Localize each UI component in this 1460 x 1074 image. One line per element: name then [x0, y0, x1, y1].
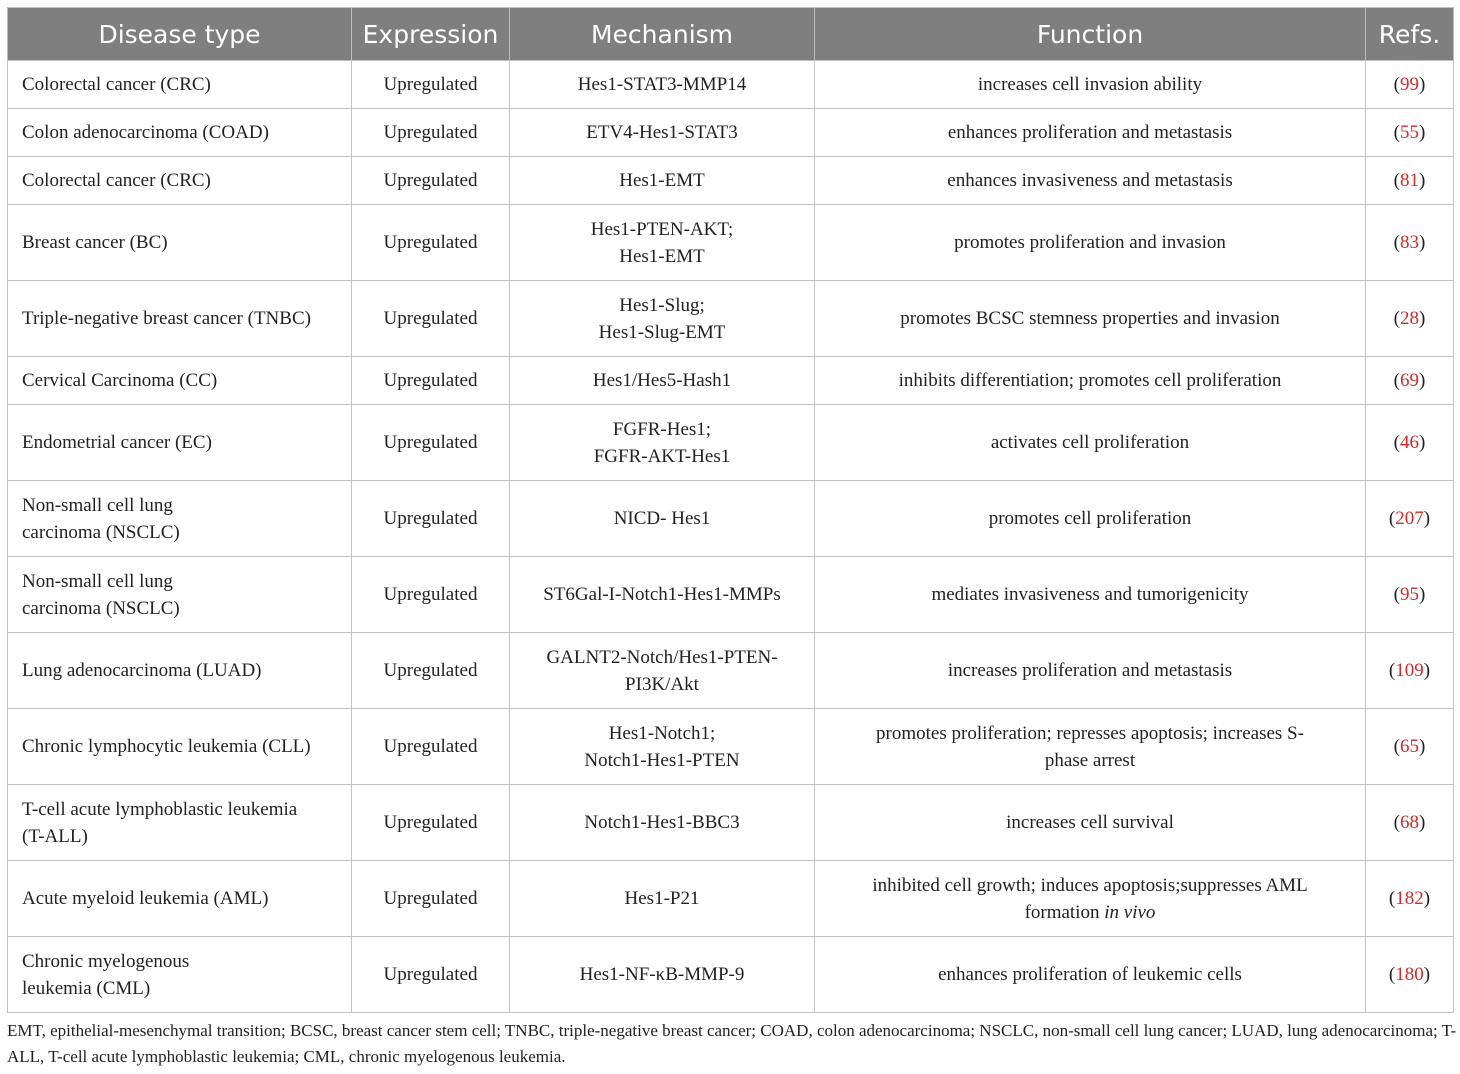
table-row: [8, 61, 1454, 109]
refs-cell: [1366, 937, 1454, 1013]
mechanism-cell-line: Hes1-P21: [624, 888, 700, 909]
mechanism-cell: [510, 709, 815, 785]
header-refs: Refs.: [1366, 8, 1454, 61]
disease-cell: [8, 785, 352, 861]
function-cell-line: increases cell invasion ability: [977, 74, 1203, 95]
mechanism-cell: [510, 405, 815, 481]
mechanism-cell-line: ETV4-Hes1-STAT3: [586, 122, 738, 143]
mechanism-cell: [510, 633, 815, 709]
disease-cell-line: Endometrial cancer (EC): [22, 432, 212, 453]
function-cell: [815, 61, 1366, 109]
function-cell-line: enhances proliferation and metastasis: [947, 122, 1233, 143]
mechanism-cell-line: Hes1-STAT3-MMP14: [577, 74, 747, 95]
ref-link[interactable]: 55: [1400, 122, 1419, 143]
refs-cell: [1366, 481, 1454, 557]
ref-close-paren: ): [1419, 308, 1426, 329]
table-row: [8, 481, 1454, 557]
refs-cell: [1366, 281, 1454, 357]
data-table: [7, 7, 1454, 1013]
ref-close-paren: ): [1423, 888, 1431, 909]
disease-cell: [8, 61, 352, 109]
refs-cell: [1366, 633, 1454, 709]
ref-link[interactable]: 81: [1400, 170, 1419, 191]
mechanism-cell-line: FGFR-AKT-Hes1: [593, 445, 731, 467]
disease-cell: [8, 481, 352, 557]
ref-link[interactable]: 182: [1395, 888, 1424, 909]
italic-term: in vivo: [1104, 901, 1156, 923]
disease-cell-line: Lung adenocarcinoma (LUAD): [22, 660, 262, 681]
ref-open-paren: (: [1393, 584, 1400, 605]
function-cell: [815, 205, 1366, 281]
mechanism-cell: [510, 481, 815, 557]
disease-cell: [8, 557, 352, 633]
ref-open-paren: (: [1388, 508, 1396, 529]
disease-cell: [8, 157, 352, 205]
table-row: [8, 785, 1454, 861]
ref-link[interactable]: 95: [1400, 584, 1419, 605]
disease-cell-line: carcinoma (NSCLC): [22, 597, 180, 619]
disease-cell-line: Chronic lymphocytic leukemia (CLL): [22, 736, 311, 757]
ref-open-paren: (: [1393, 122, 1400, 143]
mechanism-cell-line: Hes1-Slug;: [619, 294, 705, 316]
ref-link[interactable]: 68: [1400, 812, 1419, 833]
table-row: [8, 633, 1454, 709]
table-row: [8, 405, 1454, 481]
ref-close-paren: ): [1419, 736, 1426, 757]
function-cell: [815, 109, 1366, 157]
ref-close-paren: ): [1419, 370, 1426, 391]
function-cell: [815, 709, 1366, 785]
disease-cell-line: Colorectal cancer (CRC): [22, 170, 211, 191]
header-expression: Expression: [352, 8, 510, 61]
function-cell-line: phase arrest: [1044, 749, 1136, 771]
ref-open-paren: (: [1393, 812, 1400, 833]
function-cell-line: promotes proliferation and invasion: [954, 232, 1226, 253]
disease-cell-line: Cervical Carcinoma (CC): [22, 370, 218, 391]
function-cell-line: increases cell survival: [1006, 812, 1174, 833]
disease-cell-line: T-cell acute lymphoblastic leukemia: [22, 798, 298, 820]
function-cell-line: activates cell proliferation: [990, 432, 1190, 453]
table-row: [8, 709, 1454, 785]
refs-cell: [1366, 861, 1454, 937]
mechanism-cell: [510, 157, 815, 205]
disease-cell: [8, 109, 352, 157]
expression-cell: Upregulated: [352, 109, 510, 157]
expression-cell: Upregulated: [352, 205, 510, 281]
disease-cell-line: leukemia (CML): [22, 977, 151, 999]
mechanism-cell: [510, 61, 815, 109]
mechanism-cell-line: Notch1-Hes1-PTEN: [584, 749, 740, 771]
disease-cell: [8, 405, 352, 481]
ref-close-paren: ): [1419, 812, 1426, 833]
table-row: [8, 937, 1454, 1013]
disease-cell: [8, 633, 352, 709]
mechanism-cell: [510, 281, 815, 357]
mechanism-cell: [510, 861, 815, 937]
disease-cell-line: Non-small cell lung: [22, 570, 173, 592]
disease-cell-line: (T-ALL): [22, 825, 88, 847]
ref-open-paren: (: [1393, 74, 1400, 95]
ref-open-paren: (: [1393, 370, 1400, 391]
ref-open-paren: (: [1388, 888, 1396, 909]
refs-cell: [1366, 405, 1454, 481]
ref-close-paren: ): [1419, 170, 1426, 191]
ref-open-paren: (: [1388, 964, 1396, 985]
function-cell-line: promotes cell proliferation: [988, 508, 1192, 529]
function-cell: [815, 481, 1366, 557]
header-function: Function: [815, 8, 1366, 61]
expression-cell: Upregulated: [352, 405, 510, 481]
mechanism-cell: [510, 205, 815, 281]
disease-cell: [8, 937, 352, 1013]
function-cell-line: mediates invasiveness and tumorigenicity: [931, 584, 1249, 605]
ref-open-paren: (: [1393, 308, 1400, 329]
disease-cell: [8, 861, 352, 937]
mechanism-cell-line: Hes1-Slug-EMT: [598, 321, 726, 343]
mechanism-cell-line: Hes1-EMT: [619, 170, 705, 191]
ref-close-paren: ): [1419, 74, 1426, 95]
ref-link[interactable]: 69: [1400, 370, 1419, 391]
ref-open-paren: (: [1393, 432, 1400, 453]
function-cell-line: enhances invasiveness and metastasis: [947, 170, 1233, 191]
ref-close-paren: ): [1419, 584, 1426, 605]
mechanism-cell-line: FGFR-Hes1;: [612, 418, 712, 440]
table-header-row: [8, 8, 1454, 61]
disease-cell-line: Colon adenocarcinoma (COAD): [22, 122, 269, 143]
disease-cell-line: carcinoma (NSCLC): [22, 521, 180, 543]
mechanism-cell: [510, 785, 815, 861]
ref-link[interactable]: 83: [1400, 232, 1419, 253]
ref-link[interactable]: 99: [1400, 74, 1419, 95]
ref-link[interactable]: 28: [1400, 308, 1419, 329]
ref-link[interactable]: 207: [1395, 508, 1424, 529]
function-cell: [815, 157, 1366, 205]
disease-cell: [8, 281, 352, 357]
ref-close-paren: ): [1423, 508, 1431, 529]
function-cell: [815, 937, 1366, 1013]
function-cell-line: promotes proliferation; represses apoptosis; increases S-: [876, 722, 1304, 744]
function-cell-line: inhibited cell growth; induces apoptosis;suppresses AML: [872, 874, 1308, 896]
ref-link[interactable]: 180: [1395, 964, 1424, 985]
expression-cell: Upregulated: [352, 861, 510, 937]
mechanism-cell-line: Hes1-Notch1;: [608, 722, 716, 744]
mechanism-cell-line: PI3K/Akt: [625, 673, 699, 695]
function-cell-line: formation in vivo: [1024, 901, 1156, 923]
table-row: [8, 281, 1454, 357]
expression-cell: Upregulated: [352, 785, 510, 861]
ref-open-paren: (: [1393, 736, 1400, 757]
refs-cell: [1366, 205, 1454, 281]
refs-cell: [1366, 709, 1454, 785]
refs-cell: [1366, 557, 1454, 633]
table-row: [8, 157, 1454, 205]
disease-cell-line: Chronic myelogenous: [22, 950, 190, 972]
function-cell-line: promotes BCSC stemness properties and invasion: [900, 308, 1280, 329]
ref-open-paren: (: [1388, 660, 1396, 681]
function-cell: [815, 281, 1366, 357]
function-cell-line: enhances proliferation of leukemic cells: [938, 964, 1242, 985]
ref-open-paren: (: [1393, 170, 1400, 191]
data-table-container: [7, 7, 1453, 1013]
table-row: [8, 557, 1454, 633]
refs-cell: [1366, 61, 1454, 109]
mechanism-cell: [510, 109, 815, 157]
disease-cell-line: Non-small cell lung: [22, 494, 173, 516]
mechanism-cell-line: Notch1-Hes1-BBC3: [584, 812, 740, 833]
function-cell: [815, 357, 1366, 405]
disease-cell-line: Triple-negative breast cancer (TNBC): [22, 308, 311, 329]
ref-close-paren: ): [1419, 232, 1426, 253]
disease-cell-line: Breast cancer (BC): [22, 232, 168, 253]
mechanism-cell: [510, 357, 815, 405]
function-cell: [815, 785, 1366, 861]
refs-cell: [1366, 357, 1454, 405]
table-row: [8, 357, 1454, 405]
expression-cell: Upregulated: [352, 481, 510, 557]
expression-cell: Upregulated: [352, 281, 510, 357]
mechanism-cell-line: Hes1-NF-κB-MMP-9: [579, 964, 745, 985]
function-cell: [815, 405, 1366, 481]
ref-close-paren: ): [1423, 660, 1431, 681]
mechanism-cell-line: Hes1/Hes5-Hash1: [592, 370, 732, 391]
function-cell: [815, 861, 1366, 937]
disease-cell-line: Colorectal cancer (CRC): [22, 74, 211, 95]
ref-link[interactable]: 65: [1400, 736, 1419, 757]
refs-cell: [1366, 109, 1454, 157]
disease-cell: [8, 357, 352, 405]
ref-link[interactable]: 46: [1400, 432, 1419, 453]
expression-cell: Upregulated: [352, 157, 510, 205]
expression-cell: Upregulated: [352, 937, 510, 1013]
function-cell-line: inhibits differentiation; promotes cell proliferation: [898, 370, 1282, 391]
expression-cell: Upregulated: [352, 61, 510, 109]
ref-link[interactable]: 109: [1395, 660, 1424, 681]
function-cell: [815, 557, 1366, 633]
header-mechanism: Mechanism: [510, 8, 815, 61]
disease-cell: [8, 709, 352, 785]
function-cell-line: increases proliferation and metastasis: [947, 660, 1233, 681]
disease-cell-line: Acute myeloid leukemia (AML): [22, 888, 269, 909]
expression-cell: Upregulated: [352, 709, 510, 785]
expression-cell: Upregulated: [352, 557, 510, 633]
disease-cell: [8, 205, 352, 281]
ref-close-paren: ): [1419, 122, 1426, 143]
mechanism-cell-line: Hes1-EMT: [619, 245, 705, 267]
table-body: [8, 61, 1454, 1013]
mechanism-cell: [510, 557, 815, 633]
mechanism-cell-line: Hes1-PTEN-AKT;: [590, 218, 734, 240]
header-disease-type: Disease type: [8, 8, 352, 61]
table-row: [8, 861, 1454, 937]
mechanism-cell-line: NICD- Hes1: [613, 508, 711, 529]
table-footnote: EMT, epithelial-mesenchymal transition; BCSC, breast cancer stem cell; TNBC, triple-negative breast cancer; COAD, colon adenocarcinoma; NSCLC, non-small cell lung cancer; LUAD, lung adenocarcinoma; T-ALL, T-cell acute lymphoblastic leukemia; CML, chronic myelogenous leukemia.: [7, 1021, 1457, 1066]
table-row: [8, 109, 1454, 157]
mechanism-cell-line: ST6Gal-I-Notch1-Hes1-MMPs: [543, 584, 781, 605]
function-cell: [815, 633, 1366, 709]
mechanism-cell-line: GALNT2-Notch/Hes1-PTEN-: [546, 646, 778, 668]
ref-open-paren: (: [1393, 232, 1400, 253]
ref-close-paren: ): [1423, 964, 1431, 985]
ref-close-paren: ): [1419, 432, 1426, 453]
refs-cell: [1366, 157, 1454, 205]
mechanism-cell: [510, 937, 815, 1013]
table-row: [8, 205, 1454, 281]
expression-cell: Upregulated: [352, 633, 510, 709]
expression-cell: Upregulated: [352, 357, 510, 405]
refs-cell: [1366, 785, 1454, 861]
